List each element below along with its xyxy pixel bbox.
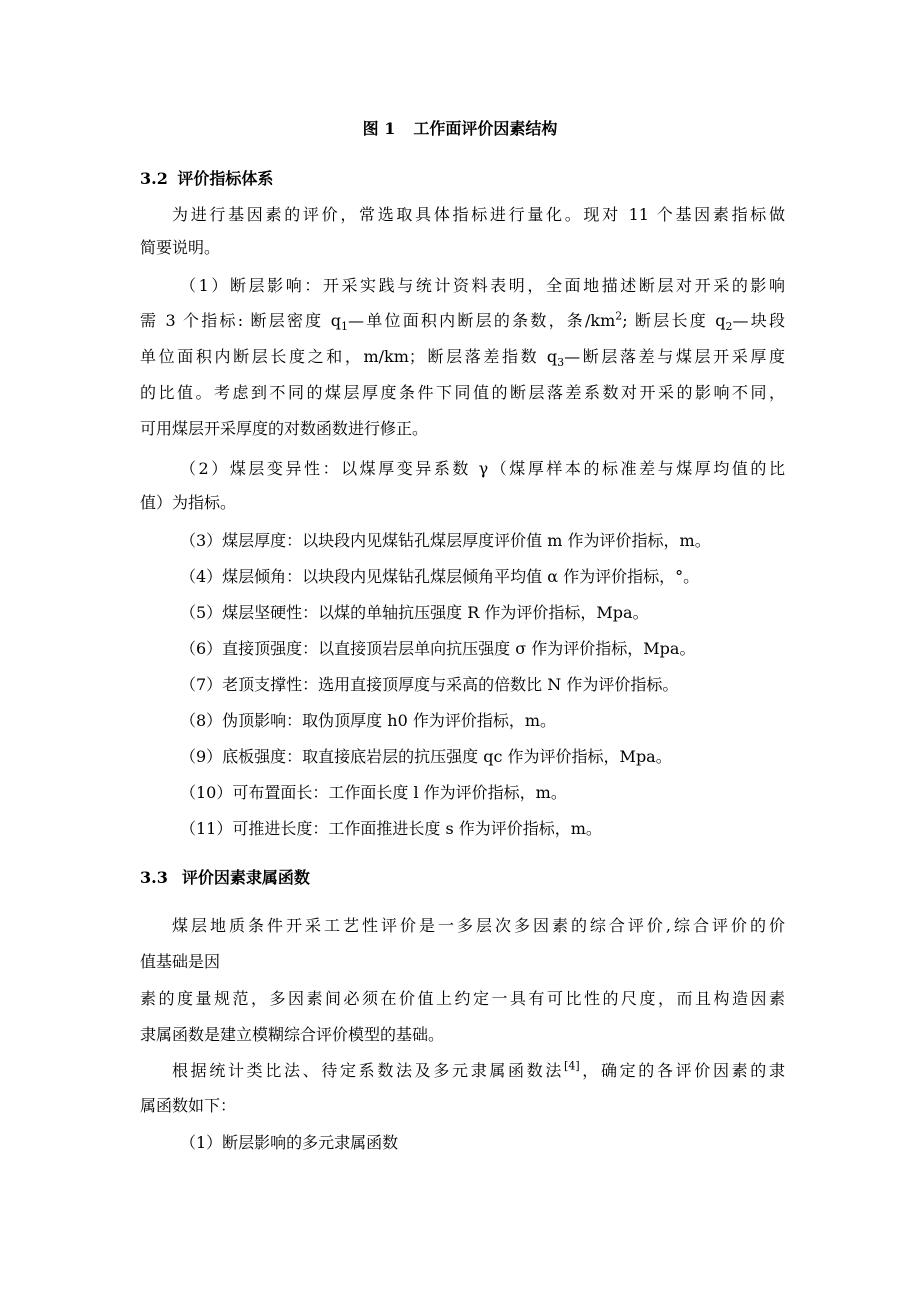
list-item-2: （2）煤层变异性：以煤厚变异系数 γ（煤厚样本的标准差与煤厚均值的比 [180, 459, 785, 478]
section-number: 3.2 [140, 169, 168, 188]
paragraph-line: 素的度量规范，多因素间必须在价值上约定一具有可比性的尺度，而且构造因素 [140, 989, 785, 1008]
list-item-4: （4）煤层倾角：以块段内见煤钻孔煤层倾角平均值 α 作为评价指标，°。 [180, 567, 700, 586]
subsection-item-1: （1）断层影响的多元隶属函数 [180, 1133, 399, 1152]
section-title: 评价因素隶属函数 [181, 868, 310, 887]
text-run: ，确定的各评价因素的隶 [579, 1061, 785, 1080]
superscript: 2 [615, 309, 623, 323]
figure-caption [0, 118, 920, 140]
section-title: 评价指标体系 [177, 169, 274, 188]
paragraph-line: 值）为指标。 [140, 493, 237, 512]
paragraph-line: 煤层地质条件开采工艺性评价是一多层次多因素的综合评价,综合评价的价 [172, 916, 785, 935]
paragraph-line: 隶属函数是建立模糊综合评价模型的基础。 [140, 1025, 445, 1044]
text-run: 需 3 个指标: 断层密度 q [140, 311, 341, 330]
figure-title: 工作面评价因素结构 [413, 119, 558, 138]
paragraph-line [140, 310, 785, 332]
list-item-6: （6）直接顶强度：以直接顶岩层单向抗压强度 σ 作为评价指标，Mpa。 [180, 639, 696, 658]
text-run: —断层落差与煤层开采厚度 [564, 347, 785, 366]
text-run: ; 断层长度 q [622, 311, 726, 330]
list-item-9: （9）底板强度：取直接底岩层的抗压强度 qc 作为评价指标，Mpa。 [180, 747, 672, 766]
subscript: 2 [725, 320, 733, 334]
text-run: 根据统计类比法、待定系数法及多元隶属函数法 [172, 1061, 565, 1080]
list-item-11: （11）可推进长度：工作面推进长度 s 作为评价指标，m。 [180, 819, 602, 838]
list-item-1: （1）断层影响：开采实践与统计资料表明，全面地描述断层对开采的影响 [180, 276, 785, 295]
paragraph-line: 为进行基因素的评价，常选取具体指标进行量化。现对 11 个基因素指标做 [172, 205, 785, 224]
list-item-8: （8）伪顶影响：取伪顶厚度 h0 作为评价指标，m。 [180, 711, 557, 730]
list-item-10: （10）可布置面长：工作面长度 l 作为评价指标，m。 [180, 783, 567, 802]
paragraph-line [140, 346, 785, 368]
list-item-7: （7）老顶支撑性：选用直接顶厚度与采高的倍数比 N 作为评价指标。 [180, 675, 679, 694]
figure-number: 图 1 [362, 119, 396, 138]
paragraph-line: 可用煤层开采厚度的对数函数进行修正。 [140, 419, 429, 438]
section-heading-3-2 [140, 168, 785, 190]
paragraph-line: 属函数如下： [140, 1096, 237, 1115]
text-run: —单位面积内断层的条数，条/km [347, 311, 616, 330]
paragraph-line: 值基础是因 [140, 952, 221, 971]
text-run: 单位面积内断层长度之和，m/km；断层落差指数 q [140, 347, 558, 366]
paragraph-line: 的比值。考虑到不同的煤层厚度条件下同值的断层落差系数对开采的影响不同， [140, 383, 785, 402]
section-heading-3-3 [140, 867, 785, 889]
section-number: 3.3 [140, 868, 168, 887]
paragraph-line [172, 1060, 785, 1082]
list-item-5: （5）煤层坚硬性：以煤的单轴抗压强度 R 作为评价指标，Mpa。 [180, 603, 649, 622]
list-item-3: （3）煤层厚度：以块段内见煤钻孔煤层厚度评价值 m 作为评价指标，m。 [180, 531, 711, 550]
subscript: 3 [557, 356, 565, 370]
paragraph-line: 简要说明。 [140, 238, 221, 257]
text-run: —块段 [732, 311, 785, 330]
citation: [4] [564, 1059, 580, 1073]
subscript: 1 [340, 320, 348, 334]
